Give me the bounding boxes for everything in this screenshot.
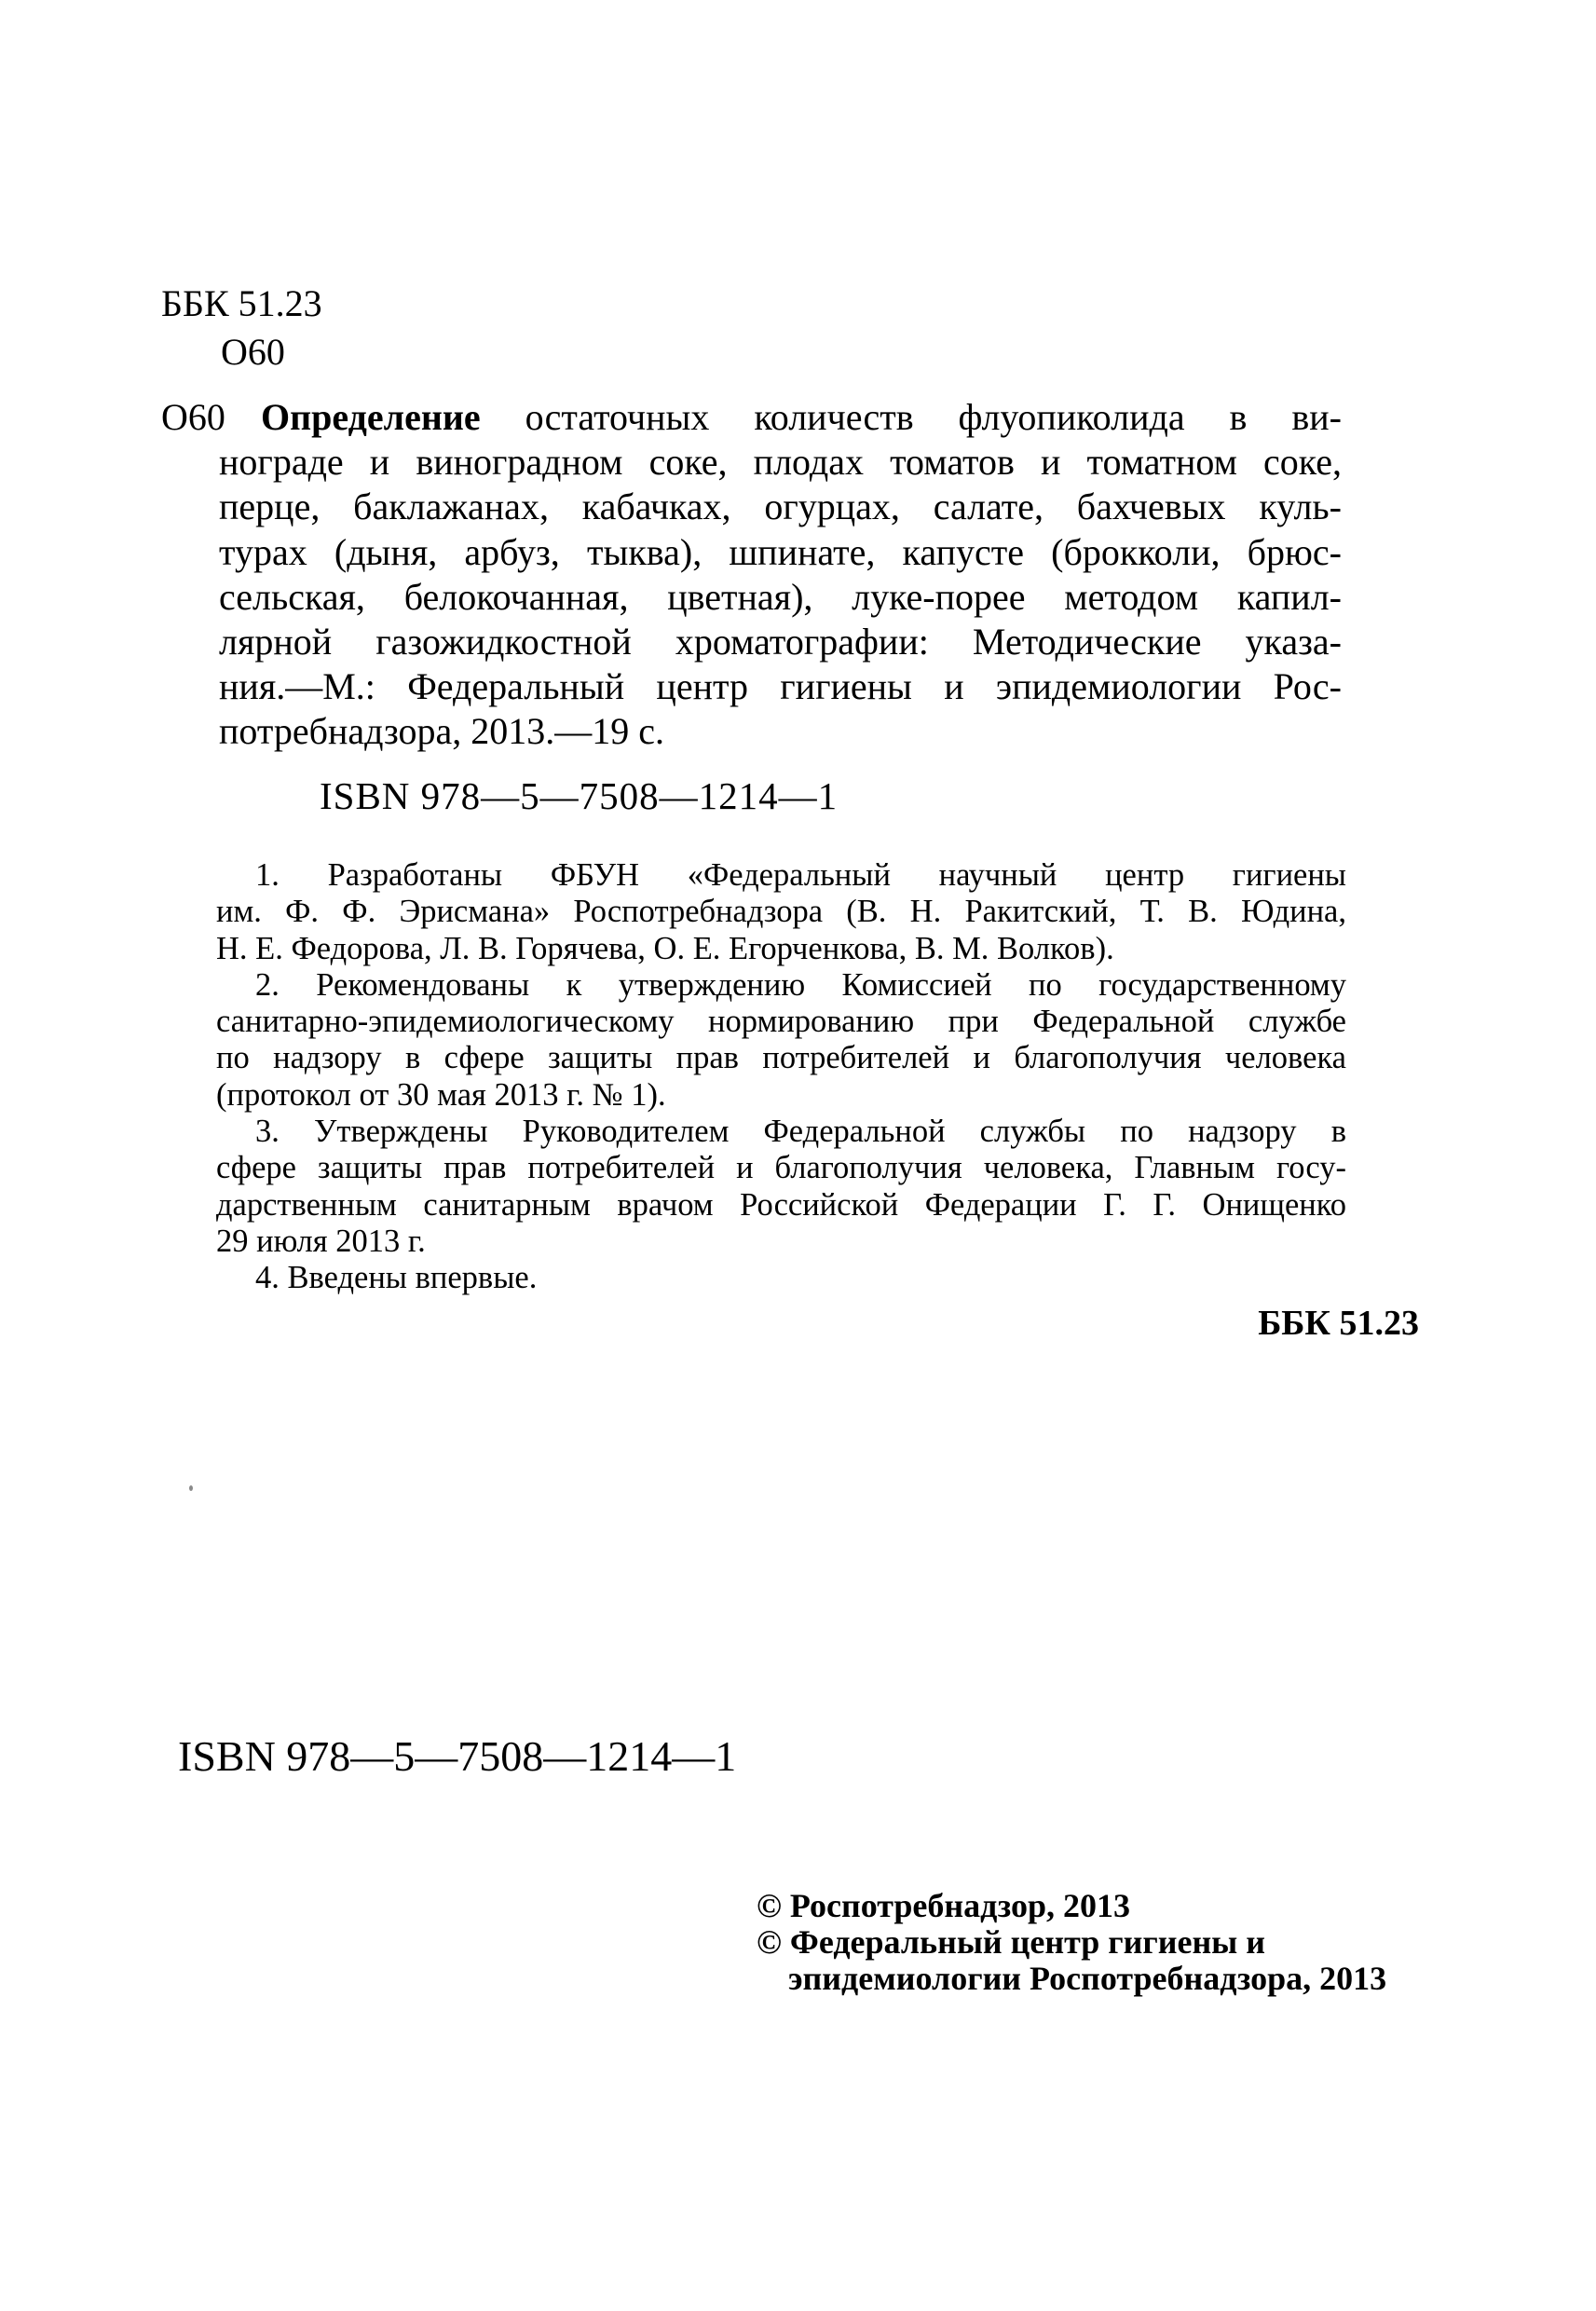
bbk-code-right: ББК 51.23 (1258, 1304, 1419, 1343)
annotation-label: О60 (161, 396, 225, 438)
annotation-first-rest: остаточных количеств флуопиколида в ви- (480, 396, 1342, 438)
annotation-continuation-lines (219, 440, 1342, 754)
text-line: ния.—М.: Федеральный центр гигиены и эпидемиологии Рос- (219, 665, 1342, 708)
text-line: лярной газожидкостной хроматографии: Методические указа- (219, 621, 1342, 663)
text-line: 4. Введены впервые. (255, 1260, 538, 1296)
text-line: дарственным санитарным врачом Российской Федерации Г. Г. Онищенко (216, 1186, 1346, 1223)
numbered-paragraph (216, 1260, 1346, 1296)
copyright-line-2: © Федеральный центр гигиены и (757, 1923, 1266, 1961)
numbered-paragraphs (216, 857, 1346, 1297)
text-line: (протокол от 30 мая 2013 г. № 1). (216, 1076, 666, 1113)
numbered-paragraph (216, 857, 1346, 967)
numbered-paragraph (216, 967, 1346, 1114)
annotation-lead: Определение (261, 396, 481, 438)
text-line: 2. Рекомендованы к утверждению Комиссией по государственному (255, 966, 1346, 1003)
text-line: по надзору в сфере защиты прав потребителей и благополучия человека (216, 1040, 1346, 1076)
text-line: нограде и виноградном соке, плодах томатов и томатном соке, (219, 441, 1342, 484)
scan-speck (189, 1485, 193, 1491)
isbn-line-bottom: ISBN 978—5—7508—1214—1 (178, 1732, 737, 1780)
copyright-block (757, 1888, 1386, 1997)
bbk-head (161, 280, 322, 376)
text-line: сельская, белокочанная, цветная), луке-порее методом капил- (219, 575, 1342, 618)
numbered-paragraph (216, 1114, 1346, 1260)
text-line: санитарно-эпидемиологическому нормированию при Федеральной службе (216, 1004, 1346, 1040)
text-line: 1. Разработаны ФБУН «Федеральный научный центр гигиены (255, 857, 1346, 893)
text-line: 3. Утверждены Руководителем Федеральной службы по надзору в (255, 1114, 1346, 1150)
annotation-first-line (219, 395, 1342, 440)
bbk-code: ББК 51.23 (161, 282, 322, 324)
text-line: им. Ф. Ф. Эрисмана» Роспотребнадзора (В. Н. Ракитский, Т. В. Юдина, (216, 894, 1346, 930)
isbn-line: ISBN 978—5—7508—1214—1 (320, 774, 839, 817)
text-line: перце, баклажанах, кабачках, огурцах, салате, бахчевых куль- (219, 485, 1342, 528)
text-line: Н. Е. Федорова, Л. В. Горячева, О. Е. Егорченкова, В. М. Волков). (216, 930, 1114, 966)
text-line: турах (дыня, арбуз, тыква), шпинате, капусте (брокколи, брюс- (219, 530, 1342, 573)
annotation-paragraph (219, 395, 1342, 755)
text-line: 29 июля 2013 г. (216, 1223, 426, 1259)
text-line: потребнадзора, 2013.—19 с. (219, 710, 665, 753)
author-sign: О60 (221, 331, 285, 373)
copyright-line-1: © Роспотребнадзор, 2013 (757, 1887, 1131, 1924)
text-line: сфере защиты прав потребителей и благополучия человека, Главным госу- (216, 1150, 1346, 1186)
copyright-line-3: эпидемиологии Роспотребнадзора, 2013 (788, 1960, 1387, 1997)
